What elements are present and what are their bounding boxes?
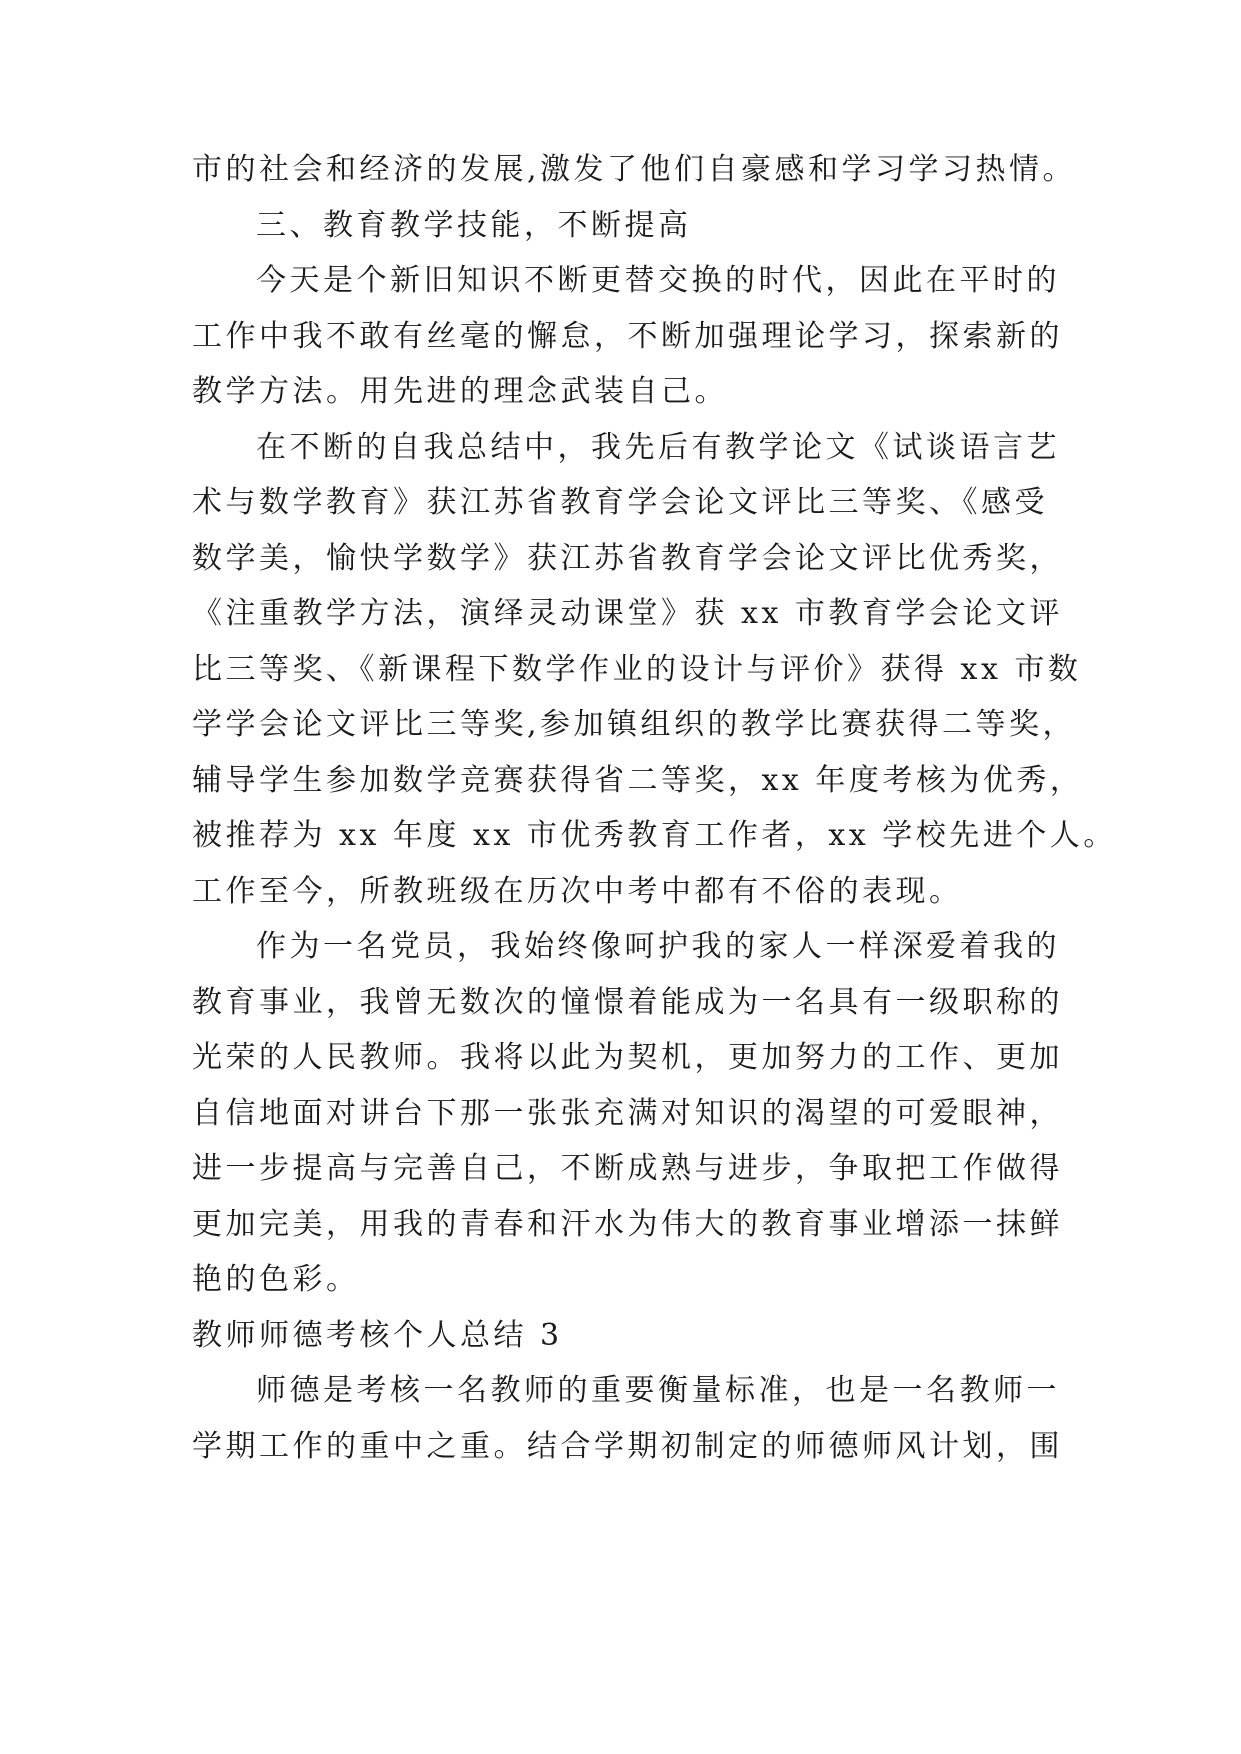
text-line: 比三等奖、《新课程下数学作业的设计与评价》获得 xx 市数 xyxy=(192,652,1082,687)
text-line: 被推荐为 xx 年度 xx 市优秀教育工作者，xx 学校先进个人。 xyxy=(192,818,1117,853)
text-line: 数学美，愉快学数学》获江苏省教育学会论文评比优秀奖， xyxy=(192,541,1063,576)
text-line: 教育事业，我曾无数次的憧憬着能成为一名具有一级职称的 xyxy=(192,985,1063,1020)
text-line: 师德是考核一名教师的重要衡量标准，也是一名教师一 xyxy=(256,1373,1060,1408)
text-line: 在不断的自我总结中，我先后有教学论文《试谈语言艺 xyxy=(256,430,1060,465)
text-line: 进一步提高与完善自己，不断成熟与进步，争取把工作做得 xyxy=(192,1151,1063,1186)
text-line: 《注重教学方法，演绎灵动课堂》获 xx 市教育学会论文评 xyxy=(192,596,1063,631)
text-line: 艳的色彩。 xyxy=(192,1262,360,1297)
text-line: 教学方法。用先进的理念武装自己。 xyxy=(192,374,728,409)
text-line: 学期工作的重中之重。结合学期初制定的师德师风计划，围 xyxy=(192,1429,1063,1464)
text-line: 更加完美，用我的青春和汗水为伟大的教育事业增添一抹鲜 xyxy=(192,1207,1063,1242)
text-line: 市的社会和经济的发展,激发了他们自豪感和学习学习热情。 xyxy=(192,152,1077,187)
text-line: 今天是个新旧知识不断更替交换的时代，因此在平时的 xyxy=(256,263,1060,298)
text-line: 光荣的人民教师。我将以此为契机，更加努力的工作、更加 xyxy=(192,1040,1063,1075)
section-heading: 三、教育教学技能，不断提高 xyxy=(256,208,692,243)
article-title: 教师师德考核个人总结 3 xyxy=(192,1318,563,1353)
text-line: 作为一名党员，我始终像呵护我的家人一样深爱着我的 xyxy=(256,929,1060,964)
text-line: 自信地面对讲台下那一张张充满对知识的渴望的可爱眼神， xyxy=(192,1096,1063,1131)
text-line: 工作至今，所教班级在历次中考中都有不俗的表现。 xyxy=(192,874,963,909)
text-line: 术与数学教育》获江苏省教育学会论文评比三等奖、《感受 xyxy=(192,485,1048,520)
text-line: 学学会论文评比三等奖,参加镇组织的教学比赛获得二等奖， xyxy=(192,707,1077,742)
text-line: 辅导学生参加数学竞赛获得省二等奖，xx 年度考核为优秀， xyxy=(192,763,1084,798)
text-line: 工作中我不敢有丝毫的懈怠，不断加强理论学习，探索新的 xyxy=(192,319,1063,354)
